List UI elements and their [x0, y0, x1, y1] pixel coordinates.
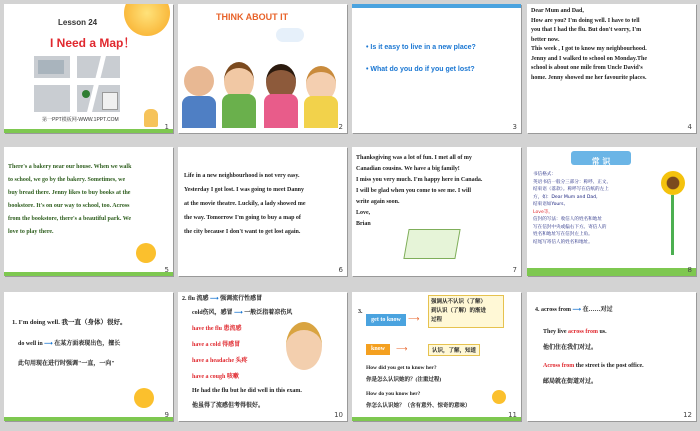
- slide-11-thumbnail[interactable]: [352, 292, 521, 421]
- slide-number: 12: [683, 411, 692, 419]
- sunflower-decoration: [661, 171, 685, 195]
- grass-decoration: [352, 417, 521, 421]
- example-1-translation: 他们住在我们对过。: [543, 345, 598, 351]
- arrow-icon: ⟶: [408, 314, 420, 323]
- slide-9-thumbnail[interactable]: [4, 292, 173, 421]
- sun-decoration: [124, 4, 170, 36]
- slide-number: 3: [512, 123, 517, 131]
- phrase-cold: have a cold 得感冒: [192, 342, 241, 348]
- note-line-2: cold伤风，感冒 ⟶ 一般泛指着凉伤风: [192, 310, 293, 316]
- get-to-know-explanation: 强调从不认识（了解） 到认识（了解）的渐进 过程: [428, 295, 504, 328]
- sun-decoration: [492, 390, 506, 404]
- example-2-translation: 邮局就在街道对过。: [543, 379, 598, 385]
- grass-decoration: [4, 129, 173, 133]
- example-sentence: He had the flu but he did well in this exam.: [192, 388, 302, 394]
- grass-decoration: [527, 268, 696, 276]
- slide-number: 8: [687, 266, 692, 274]
- cloud-decoration: [276, 28, 304, 42]
- slide-number: 1: [164, 123, 169, 131]
- heading-banner: [571, 151, 631, 165]
- slide-number: 2: [338, 123, 343, 131]
- example-2: Across from the street is the post office.: [543, 363, 644, 369]
- sick-boy-image: [286, 322, 322, 370]
- sun-decoration: [134, 388, 154, 408]
- slide-10-thumbnail[interactable]: [178, 292, 347, 421]
- letter-text: Dear Mum and Dad, How are you? I'm doing well. I have to tell you that I had the flu. But don't worry, I'm better now. This week , I got to know my neighbourhood. Jenny and I walked to school on Monday.The school is about one mile from Uncle David's home. Jenny showed me her favourite places.: [531, 8, 648, 81]
- note-line-1: 2. flu 流感 ⟶ 强调流行性感冒: [182, 296, 263, 302]
- slide-8-thumbnail[interactable]: [527, 147, 696, 276]
- slide-12-thumbnail[interactable]: [527, 292, 696, 421]
- slide-title: THINK ABOUT IT: [216, 12, 289, 22]
- arrow-icon: ⟶: [234, 310, 243, 316]
- example-1: They live across from us.: [543, 329, 607, 335]
- heading: 常 识: [591, 157, 611, 166]
- grass-decoration: [4, 417, 173, 421]
- slide-2-thumbnail[interactable]: [178, 4, 347, 133]
- letter-text: Thanksgiving was a lot of fun. I met all of my Canadian cousins. We have a big family! I miss you very much. I'm happy here in Canada. I will be glad when you come to see me. I will write again soon. Love, Brian: [356, 155, 483, 227]
- note-line-1: 4. across from ⟶ 在……对过: [535, 307, 613, 313]
- phrase-headache: have a headache 头疼: [192, 358, 248, 364]
- children-illustration: [182, 62, 342, 128]
- question-2: • What do you do if you get lost?: [366, 66, 475, 73]
- know-box: know: [366, 344, 390, 355]
- slide-1-thumbnail[interactable]: [4, 4, 173, 133]
- example-2-translation: 你怎么认识她？（含有意外、惊奇的意味）: [366, 403, 471, 409]
- slide-title: I Need a Map！: [50, 36, 136, 50]
- know-explanation: 认识，了解，知道: [428, 344, 480, 356]
- top-bar: [352, 4, 521, 8]
- slide-number: 10: [334, 411, 343, 419]
- arrow-icon: ⟶: [396, 344, 408, 353]
- grass-decoration: [4, 272, 173, 276]
- stem-decoration: [671, 195, 674, 255]
- slide-4-thumbnail[interactable]: [527, 4, 696, 133]
- slide-number: 7: [512, 266, 517, 274]
- arrow-icon: ⟶: [572, 307, 582, 313]
- story-text: Life in a new neighbourhood is not very easy. Yesterday I got lost. I was going to meet Danny at the movie theatre. Luckily, a lady showed me the way. Tomorrow I'm going to buy a map of the city because I don't want to get lost again.: [184, 173, 306, 235]
- phrase-flu: have the flu 患流感: [192, 326, 242, 332]
- example-2: How do you know her?: [366, 391, 421, 397]
- kid-decoration: [144, 109, 158, 127]
- map-icon: [403, 229, 460, 259]
- item-number: 3.: [358, 309, 363, 315]
- slide-number: 6: [338, 266, 343, 274]
- note-line-3: 此句用现在进行时强调"一直，一向": [18, 361, 115, 367]
- example-1-translation: 你是怎么认识她的？(注重过程): [366, 377, 442, 383]
- lesson-label: Lesson 24: [58, 18, 98, 27]
- map-image: [34, 56, 120, 112]
- sun-decoration: [136, 243, 156, 263]
- slide-number: 11: [508, 411, 517, 419]
- slide-5-thumbnail[interactable]: [4, 147, 173, 276]
- example-translation: 他虽得了流感但考得很好。: [192, 403, 265, 409]
- arrow-icon: ⟶: [44, 341, 53, 347]
- example-1: How did you get to know her?: [366, 365, 437, 371]
- phrase-cough: have a cough 咳嗽: [192, 374, 239, 380]
- footer-text: 第一PPT模板网-WWW.1PPT.COM: [42, 117, 119, 123]
- question-1: • Is it easy to live in a new place?: [366, 44, 476, 51]
- get-to-know-box: get to know: [366, 314, 406, 326]
- tip-text: 书信格式： 英语书信一般分三部分：称呼、正文、 结束语（落款）。称呼写在信纸的左上 方，如：Dear Mum and Dad, 结束语如Yours, Love等。 信封的写法：收信人的姓名和地址 写在信封中央或偏右下方。寄信人的 姓名和地址写在信封左上角。 结尾写寄信人的姓名和地址。: [533, 172, 612, 245]
- note-line-2: do well in ⟶ 在某方面表现出色，擅长: [18, 341, 121, 347]
- arrow-icon: ⟶: [210, 296, 219, 302]
- slide-number: 5: [164, 266, 169, 274]
- slide-number: 9: [164, 411, 169, 419]
- slide-7-thumbnail[interactable]: [352, 147, 521, 276]
- note-line-1: 1. I'm doing well. 我一直（身体）很好。: [12, 319, 127, 326]
- slide-6-thumbnail[interactable]: [178, 147, 347, 276]
- slide-number: 4: [687, 123, 692, 131]
- slide-3-thumbnail[interactable]: [352, 4, 521, 133]
- story-text: There's a bakery near our house. When we walk to school, we go by the bakery. Sometimes, we buy bread there. Jenny likes to buy books at the bookstore. It's on our way to school, too. Across from the bookstore, there's a beautiful park. We love to play there.: [8, 164, 132, 235]
